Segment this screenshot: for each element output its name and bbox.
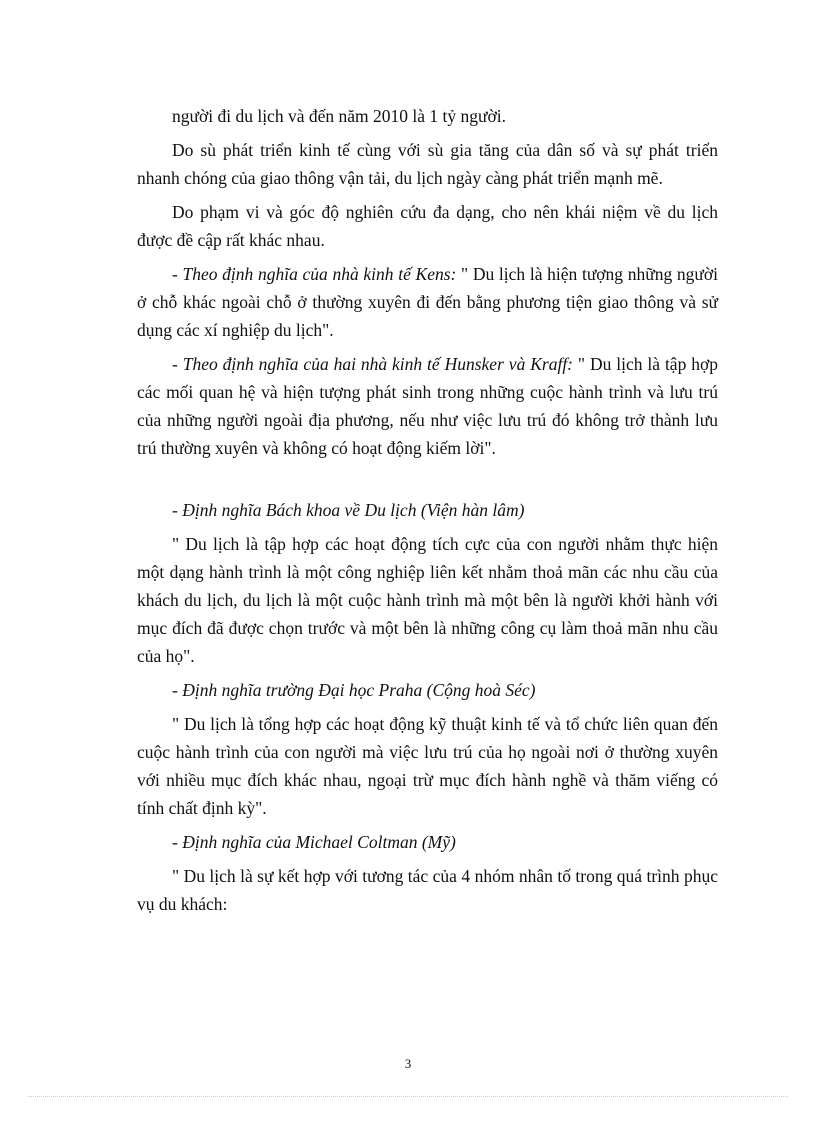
hunsker-kraff-body: " Du lịch là tập hợp các mối quan hệ và hiện tượng phát sinh trong những cuộc hành trình và lưu trú của những người ngoài địa phương, nếu như việc lưu trú đó không trở thành lưu trú thường xuyên và không có hoạt động kiếm lời". [137,354,718,458]
paragraph-3: Do phạm vi và góc độ nghiên cứu đa dạng, cho nên khái niệm về du lịch được đề cập rất khác nhau. [137,202,718,250]
praha-definition-heading: - Định nghĩa trường Đại học Praha (Cộng hoà Séc) [172,680,536,700]
hunsker-kraff-heading: - Theo định nghĩa của hai nhà kinh tế Hunsker và Kraff: [172,354,574,374]
paragraph-2: Do sù phát triển kinh tế cùng với sù gia tăng của dân số và sự phát triển nhanh chóng của giao thông vận tải, du lịch ngày càng phát triển mạnh mẽ. [137,140,718,188]
paragraph-1: người đi du lịch và đến năm 2010 là 1 tỷ người. [172,106,506,126]
paragraph-praha-definition: " Du lịch là tổng hợp các hoạt động kỹ thuật kinh tế và tổ chức liên quan đến cuộc hành trình của con người mà việc lưu trú của họ ngoài nơi ở thường xuyên với nhiều mục đích khác nhau, ngoại trừ mục đích hành nghề và thăm viếng có tính chất định kỳ". [137,714,718,818]
paragraph-coltman-definition: " Du lịch là sự kết hợp với tương tác của 4 nhóm nhân tố trong quá trình phục vụ du khách: [137,866,718,914]
paragraph-kens-definition [137,260,718,344]
kens-definition-heading: - Theo định nghĩa của nhà kinh tế Kens: [172,264,457,284]
page-number: 3 [404,1056,412,1071]
page-bottom-divider [28,1096,788,1097]
encyclopedia-definition-heading: - Định nghĩa Bách khoa về Du lịch (Viện hàn lâm) [172,500,525,520]
page-body [137,102,718,924]
coltman-definition-heading: - Định nghĩa của Michael Coltman (Mỹ) [172,832,456,852]
paragraph-encyclopedia-definition: " Du lịch là tập hợp các hoạt động tích cực của con người nhằm thực hiện một dạng hành trình là một công nghiệp liên kết nhằm thoả mãn các nhu cầu của khách du lịch, du lịch là một cuộc hành trình mà một bên là người khởi hành với mục đích đã được chọn trước và một bên là những công cụ làm thoả mãn nhu cầu của họ". [137,534,718,666]
paragraph-hunsker-kraff-definition [137,350,718,462]
kens-definition-body: " Du lịch là hiện tượng những người ở chỗ khác ngoài chỗ ở thường xuyên đi đến bằng phương tiện giao thông và sử dụng các xí nghiệp du lịch". [137,264,718,340]
